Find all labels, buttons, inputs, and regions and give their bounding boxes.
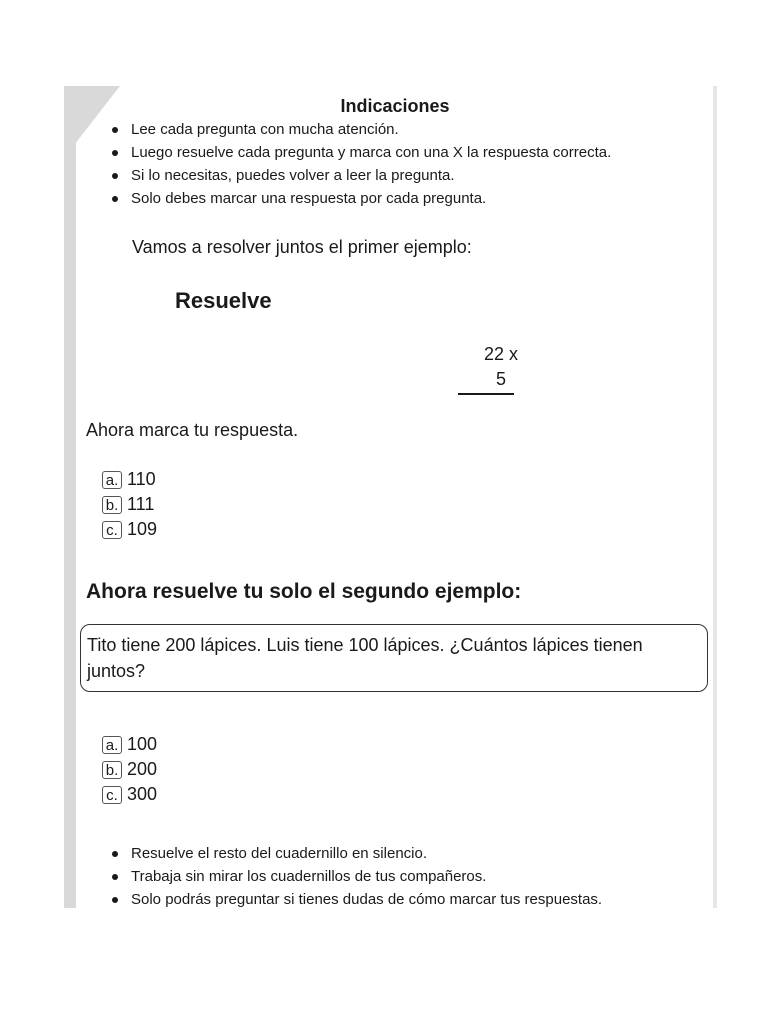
option-value: 300	[127, 784, 158, 804]
closing-item: Trabaja sin mirar los cuadernillos de tus compañeros.	[107, 865, 602, 888]
page-left-border	[64, 86, 76, 908]
instructions-list	[107, 118, 611, 210]
closing-item: Resuelve el resto del cuadernillo en silencio.	[107, 842, 602, 865]
option-value: 109	[127, 519, 158, 539]
page-title: Indicaciones	[340, 96, 450, 116]
example1-options	[102, 467, 157, 542]
option-value: 110	[127, 469, 156, 489]
answer-option-a[interactable]	[102, 467, 157, 492]
instruction-item: Solo debes marcar una respuesta por cada pregunta.	[107, 187, 611, 210]
answer-option-a[interactable]	[102, 732, 157, 757]
option-letter-box[interactable]: c.	[102, 786, 122, 804]
closing-item: Solo podrás preguntar si tienes dudas de cómo marcar tus respuestas.	[107, 888, 602, 911]
problem-text-line: juntos?	[87, 661, 146, 681]
option-letter-box[interactable]: c.	[102, 521, 122, 539]
option-value: 100	[127, 734, 158, 754]
problem-box	[80, 624, 708, 692]
answer-prompt: Ahora marca tu respuesta.	[86, 420, 299, 440]
instruction-item: Luego resuelve cada pregunta y marca con una X la respuesta correcta.	[107, 141, 611, 164]
answer-option-b[interactable]	[102, 757, 157, 782]
answer-option-b[interactable]	[102, 492, 157, 517]
example1-heading: Resuelve	[175, 288, 272, 313]
example2-options	[102, 732, 157, 807]
example-intro: Vamos a resolver juntos el primer ejemplo:	[132, 237, 472, 257]
instruction-item: Si lo necesitas, puedes volver a leer la pregunta.	[107, 164, 611, 187]
answer-option-c[interactable]	[102, 782, 157, 807]
instruction-item: Lee cada pregunta con mucha atención.	[107, 118, 611, 141]
closing-list	[107, 842, 602, 911]
option-letter-box[interactable]: a.	[102, 471, 122, 489]
option-value: 200	[127, 759, 158, 779]
example2-heading: Ahora resuelve tu solo el segundo ejemplo:	[86, 580, 522, 603]
multiplicand: 22 x	[484, 344, 519, 364]
problem-text-line: Tito tiene 200 lápices. Luis tiene 100 lápices. ¿Cuántos lápices tienen	[87, 635, 643, 655]
option-letter-box[interactable]: b.	[102, 496, 122, 514]
answer-option-c[interactable]	[102, 517, 157, 542]
option-letter-box[interactable]: a.	[102, 736, 122, 754]
operation-underline	[458, 393, 514, 395]
option-value: 111	[127, 494, 155, 514]
page-right-border	[713, 86, 717, 908]
option-letter-box[interactable]: b.	[102, 761, 122, 779]
multiplier: 5	[496, 369, 507, 389]
